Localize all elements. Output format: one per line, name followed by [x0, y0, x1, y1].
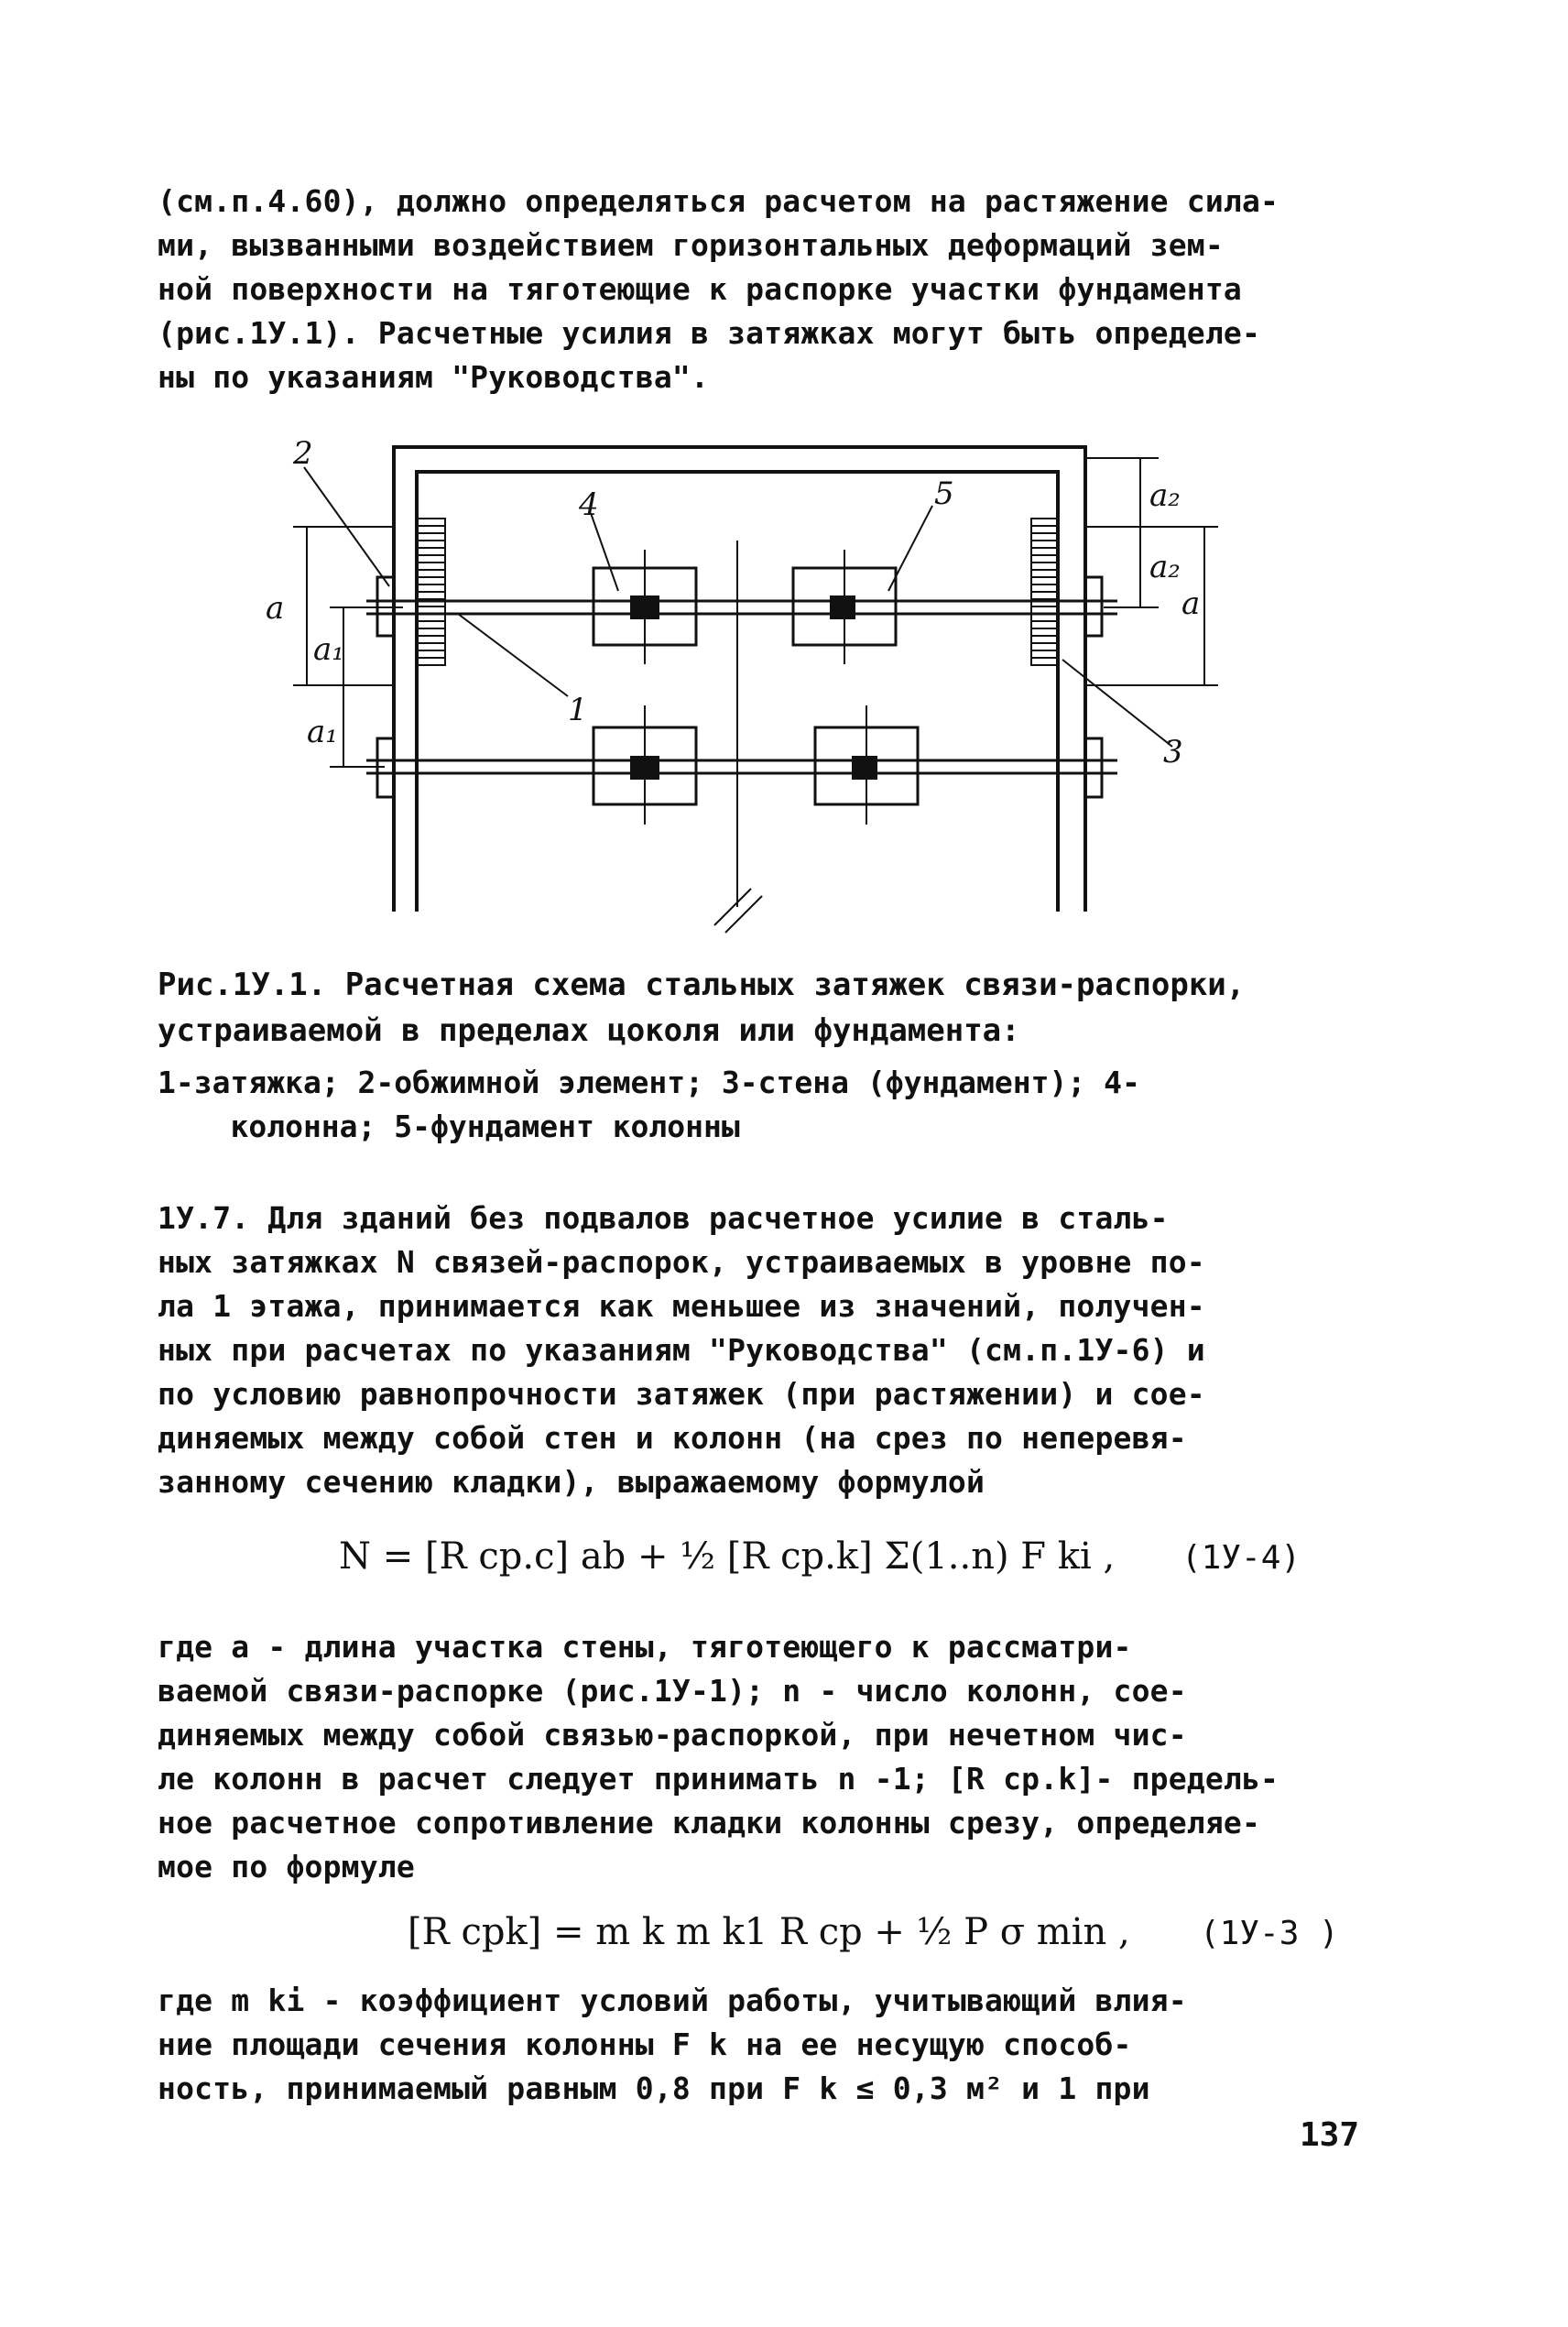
dim-label-a1-upper: a₁	[313, 631, 344, 668]
final-paragraph	[158, 1979, 1421, 2111]
dim-label-a-right: a	[1181, 585, 1201, 622]
formula-1y4-number: (1У-4)	[1181, 1539, 1301, 1577]
text-line: ное расчетное сопротивление кладки колонны срезу, определяе-	[158, 1805, 1261, 1841]
text-line: (рис.1У.1). Расчетные усилия в затяжках могут быть определе-	[158, 315, 1261, 351]
formula-1y3-number: (1У-3 )	[1200, 1915, 1339, 1952]
tie-scheme-figure	[256, 431, 1227, 944]
caption-line: устраиваемой в пределах цоколя или фундамента:	[158, 1012, 1020, 1049]
dim-label-a2-upper: a₂	[1149, 477, 1181, 514]
text-line: ность, принимаемый равным 0,8 при F k ≤ 0,3 м² и 1 при	[158, 2070, 1150, 2106]
text-line: ных при расчетах по указаниям "Руководства" (см.п.1У-6) и	[158, 1332, 1205, 1368]
text-line: по условию равнопрочности затяжек (при растяжении) и сое-	[158, 1376, 1205, 1412]
dim-label-a2-lower: a₂	[1149, 549, 1181, 585]
figure-legend	[158, 1061, 1140, 1149]
text-line: ваемой связи-распорке (рис.1У-1); n - число колонн, сое-	[158, 1673, 1187, 1709]
text-line: ми, вызванными воздействием горизонтальных деформаций зем-	[158, 227, 1224, 263]
text-line: ной поверхности на тяготеющие к распорке участки фундамента	[158, 271, 1242, 307]
text-line: ны по указаниям "Руководства".	[158, 359, 710, 395]
label-3: 3	[1163, 734, 1183, 770]
text-line: (см.п.4.60), должно определяться расчетом на растяжение сила-	[158, 183, 1279, 219]
legend-line: колонна; 5-фундамент колонны	[158, 1109, 740, 1144]
text-line: где m ki - коэффициент условий работы, учитывающий влия-	[158, 1983, 1187, 2018]
text-line: ных затяжках N связей-распорок, устраиваемых в уровне по-	[158, 1244, 1205, 1280]
figure-caption	[158, 962, 1245, 1054]
section-paragraph	[158, 1196, 1421, 1504]
text-line: диняемых между собой стен и колонн (на срез по неперевя-	[158, 1420, 1187, 1456]
page-number: 137	[1299, 2116, 1359, 2154]
caption-line: Рис.1У.1. Расчетная схема стальных затяжек связи-распорки,	[158, 967, 1246, 1003]
intro-paragraph	[158, 180, 1421, 399]
dim-label-a-left: a	[266, 590, 285, 627]
legend-line: 1-затяжка; 2-обжимной элемент; 3-стена (фундамент); 4-	[158, 1065, 1140, 1100]
label-2: 2	[293, 435, 313, 472]
label-5: 5	[934, 475, 954, 512]
explain-paragraph	[158, 1625, 1421, 1889]
label-4: 4	[579, 486, 599, 523]
formula-1y3: [R cpk] = m k m k1 R cp + ½ P σ min ,	[408, 1911, 1130, 1953]
text-line: диняемых между собой связью-распоркой, при нечетном чис-	[158, 1717, 1187, 1753]
formula-1y4: N = [R cp.c] ab + ½ [R cp.k] Σ(1..n) F ki ,	[339, 1535, 1116, 1578]
text-line: ние площади сечения колонны F k на ее несущую способ-	[158, 2027, 1132, 2062]
text-line: 1У.7. Для зданий без подвалов расчетное усилие в сталь-	[158, 1200, 1169, 1236]
text-line: где a - длина участка стены, тяготеющего к рассматри-	[158, 1629, 1132, 1665]
text-line: мое по формуле	[158, 1849, 415, 1885]
label-1: 1	[568, 692, 588, 728]
dim-label-a1-lower: a₁	[307, 714, 338, 750]
text-line: ла 1 этажа, принимается как меньшее из значений, получен-	[158, 1288, 1205, 1324]
text-line: ле колонн в расчет следует принимать n -1; [R cp.k]- предель-	[158, 1761, 1279, 1797]
text-line: занному сечению кладки), выражаемому формулой	[158, 1464, 985, 1500]
